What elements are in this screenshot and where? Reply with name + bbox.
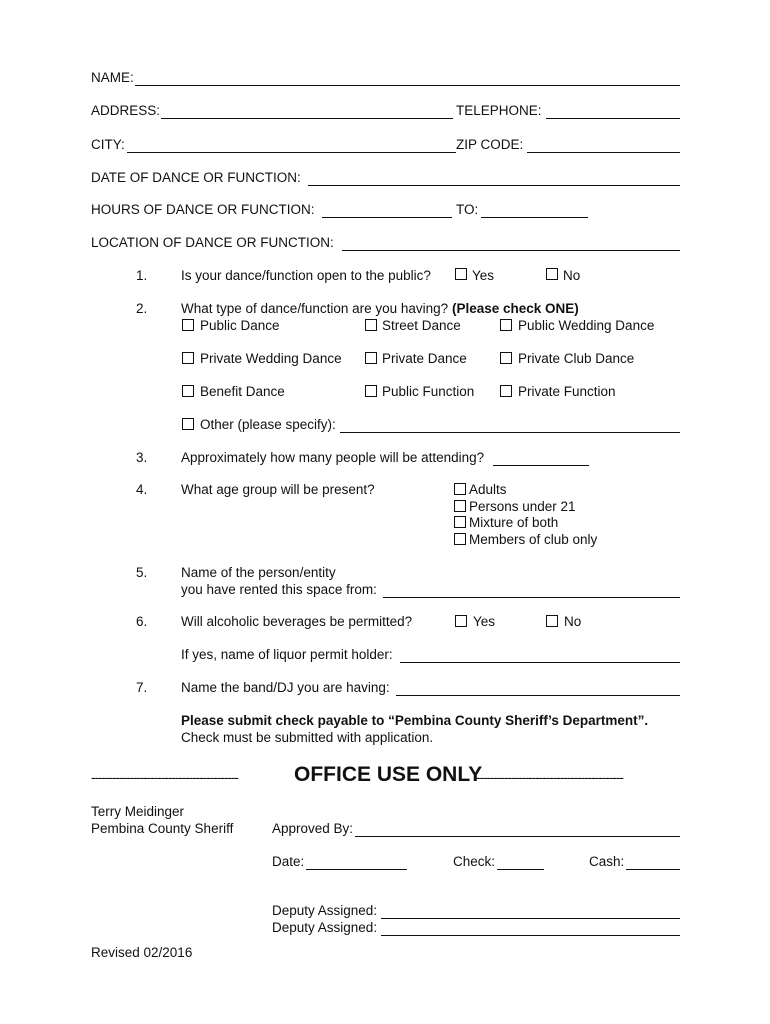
hours-to-field[interactable] [481, 217, 588, 218]
approved-by-field[interactable] [355, 836, 680, 837]
q1-no-checkbox[interactable] [546, 268, 558, 280]
q4-under-21-checkbox[interactable] [454, 500, 466, 512]
q1-text: Is your dance/function open to the public? [181, 268, 431, 283]
check-notice: Check must be submitted with application. [181, 730, 434, 745]
q6-no-checkbox[interactable] [546, 615, 558, 627]
deputy-assigned-label: Deputy Assigned: [272, 920, 378, 935]
q5-text-line1: Name of the person/entity [181, 565, 336, 580]
q2-private-club-dance-checkbox[interactable] [500, 352, 512, 364]
telephone-label: TELEPHONE: [456, 103, 542, 118]
q4-option-label: Mixture of both [469, 515, 559, 530]
q2-other-label: Other (please specify): [200, 417, 336, 432]
zip-label: ZIP CODE: [456, 137, 524, 152]
name-field[interactable] [135, 85, 680, 86]
q2-public-dance-checkbox[interactable] [182, 319, 194, 331]
office-use-only-title: OFFICE USE ONLY [294, 763, 483, 786]
city-label: CITY: [91, 137, 125, 152]
office-date-label: Date: [272, 854, 305, 869]
q2-option-label: Public Dance [200, 318, 280, 333]
city-field[interactable] [127, 152, 456, 153]
q3-text: Approximately how many people will be attending? [181, 450, 485, 465]
office-check-label: Check: [453, 854, 496, 869]
q6-yes-label: Yes [473, 614, 496, 629]
office-divider-left: ------------------------------------------ [91, 770, 238, 785]
q4-adults-checkbox[interactable] [454, 483, 466, 495]
q1-yes-label: Yes [472, 268, 495, 283]
address-label: ADDRESS: [91, 103, 161, 118]
q1-no-label: No [563, 268, 581, 283]
approved-by-label: Approved By: [272, 821, 354, 836]
sheriff-title: Pembina County Sheriff [91, 821, 234, 836]
q2-other-checkbox[interactable] [182, 418, 194, 430]
office-cash-field[interactable] [626, 869, 680, 870]
q2-benefit-dance-checkbox[interactable] [182, 385, 194, 397]
hours-from-field[interactable] [322, 217, 452, 218]
q5-text-line2: you have rented this space from: [181, 582, 377, 597]
q2-other-field[interactable] [340, 432, 680, 433]
q2-option-label: Private Function [518, 384, 616, 399]
q4-option-label: Adults [469, 482, 507, 497]
date-field[interactable] [308, 185, 680, 186]
q5-number: 5. [136, 565, 148, 580]
telephone-field[interactable] [546, 118, 680, 119]
location-label: LOCATION OF DANCE OR FUNCTION: [91, 235, 334, 250]
office-date-field[interactable] [306, 869, 407, 870]
q2-option-label: Private Dance [382, 351, 467, 366]
q2-number: 2. [136, 301, 148, 316]
q2-public-function-checkbox[interactable] [365, 385, 377, 397]
q2-street-dance-checkbox[interactable] [365, 319, 377, 331]
q2-public-wedding-dance-checkbox[interactable] [500, 319, 512, 331]
sheriff-name: Terry Meidinger [91, 804, 185, 819]
q6-permit-label: If yes, name of liquor permit holder: [181, 647, 393, 662]
address-field[interactable] [161, 118, 453, 119]
q6-text: Will alcoholic beverages be permitted? [181, 614, 413, 629]
q2-option-label: Street Dance [382, 318, 461, 333]
deputy-assigned-label: Deputy Assigned: [272, 903, 378, 918]
q2-text: What type of dance/function are you having? (Please check ONE) [181, 301, 579, 316]
office-divider-right: ------------------------------------------ [476, 770, 623, 785]
q4-option-label: Persons under 21 [469, 499, 576, 514]
q6-no-label: No [564, 614, 582, 629]
q2-option-label: Private Club Dance [518, 351, 635, 366]
q1-number: 1. [136, 268, 148, 283]
q7-number: 7. [136, 680, 148, 695]
q5-entity-field[interactable] [383, 597, 680, 598]
q4-text: What age group will be present? [181, 482, 375, 497]
q2-private-function-checkbox[interactable] [500, 385, 512, 397]
q4-number: 4. [136, 482, 148, 497]
name-label: NAME: [91, 70, 134, 85]
q6-permit-field[interactable] [400, 662, 680, 663]
location-field[interactable] [342, 250, 680, 251]
q1-yes-checkbox[interactable] [455, 268, 467, 280]
q2-private-dance-checkbox[interactable] [365, 352, 377, 364]
q4-members-checkbox[interactable] [454, 533, 466, 545]
q2-option-label: Private Wedding Dance [200, 351, 342, 366]
q6-yes-checkbox[interactable] [455, 615, 467, 627]
revised-date: Revised 02/2016 [91, 945, 193, 960]
q3-attendance-field[interactable] [493, 465, 589, 466]
office-cash-label: Cash: [589, 854, 625, 869]
q2-option-label: Benefit Dance [200, 384, 285, 399]
office-check-field[interactable] [497, 869, 544, 870]
deputy-assigned-field[interactable] [381, 935, 680, 936]
q2-option-label: Public Wedding Dance [518, 318, 655, 333]
to-label: TO: [456, 202, 479, 217]
hours-label: HOURS OF DANCE OR FUNCTION: [91, 202, 315, 217]
zip-field[interactable] [527, 152, 680, 153]
q2-private-wedding-dance-checkbox[interactable] [182, 352, 194, 364]
q6-number: 6. [136, 614, 148, 629]
q2-option-label: Public Function [382, 384, 475, 399]
q7-text: Name the band/DJ you are having: [181, 680, 390, 695]
q7-band-field[interactable] [396, 695, 680, 696]
date-label: DATE OF DANCE OR FUNCTION: [91, 170, 301, 185]
q4-mixture-checkbox[interactable] [454, 516, 466, 528]
check-notice-bold: Please submit check payable to “Pembina County Sheriff’s Department”. [181, 713, 649, 728]
q3-number: 3. [136, 450, 148, 465]
deputy-assigned-field[interactable] [381, 918, 680, 919]
q4-option-label: Members of club only [469, 532, 598, 547]
